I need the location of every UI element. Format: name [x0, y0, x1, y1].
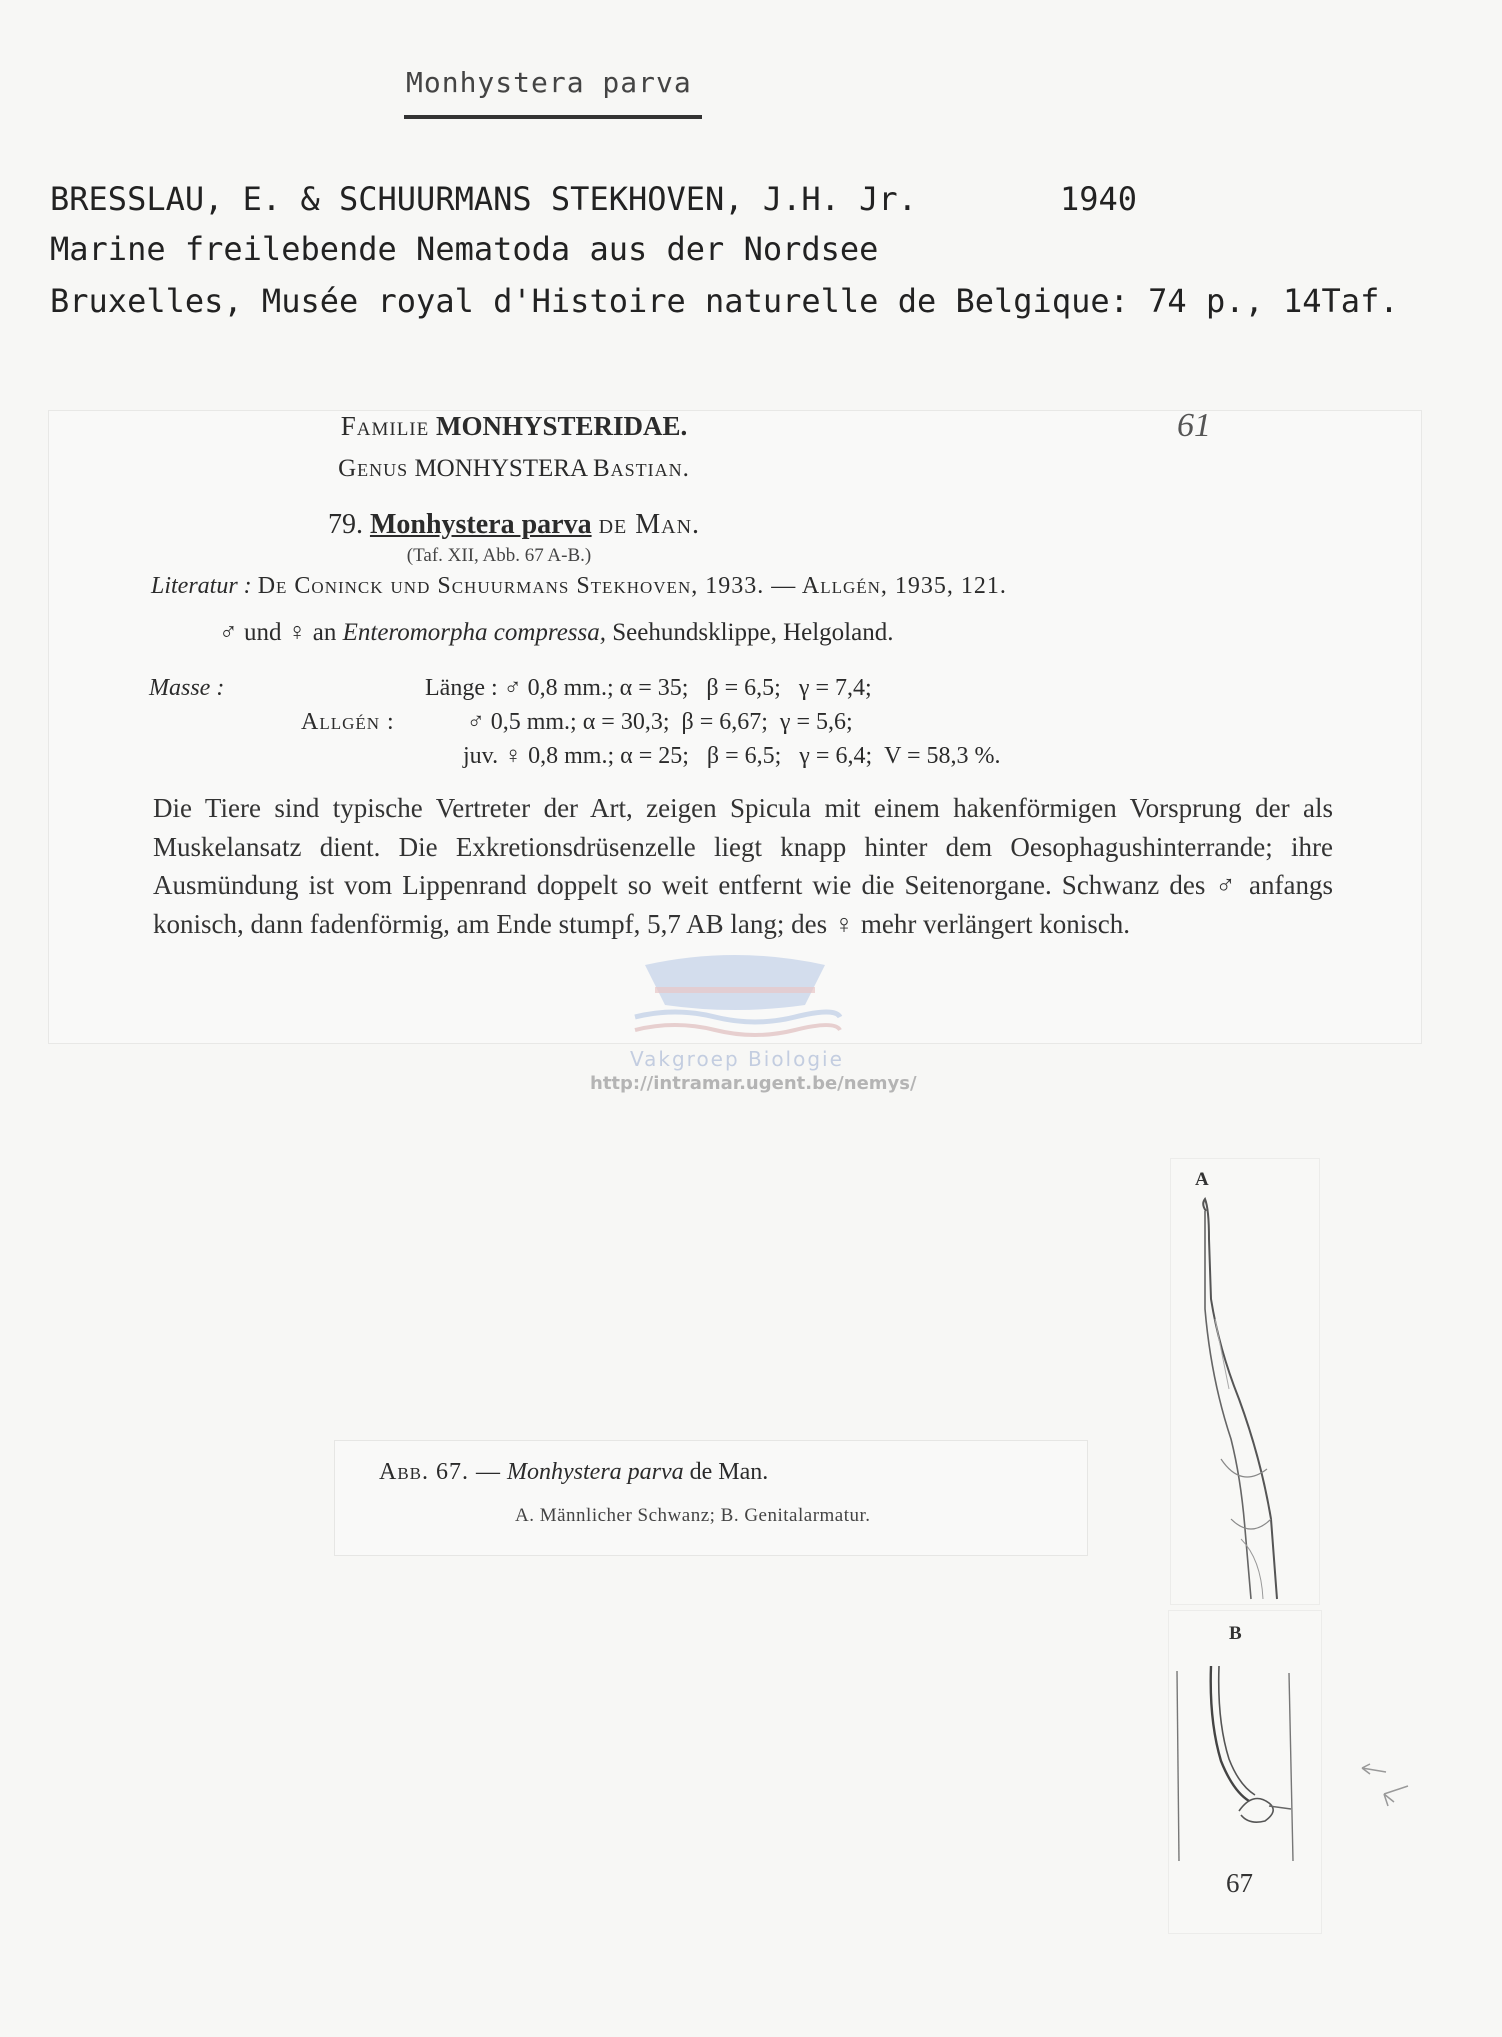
reference-title: Marine freilebende Nematoda aus der Nordsee: [50, 230, 879, 268]
literatur-line: [151, 573, 1007, 600]
pencil-arrow-icon: [1356, 1760, 1416, 1820]
species-line: [49, 509, 979, 541]
masse-row: [463, 743, 1001, 770]
species-name: Monhystera parva: [369, 509, 592, 540]
literatur-label: Literatur :: [151, 573, 252, 599]
figure-a-label: A: [1195, 1169, 1209, 1190]
caption-main: [379, 1459, 768, 1486]
masse-row: [425, 675, 872, 702]
masse-label: Masse :: [149, 675, 225, 701]
genus-author: Bastian.: [592, 455, 690, 482]
reference-publisher: Bruxelles, Musée royal d'Histoire naturelle de Belgique: 74 p., 14Taf.: [50, 282, 1399, 320]
watermark-name: Vakgroep Biologie: [630, 1047, 844, 1071]
habitat-line: [219, 619, 893, 647]
masse-row-label: juv.: [463, 743, 499, 769]
family-line: [49, 411, 979, 442]
species-author: de Man.: [598, 509, 701, 540]
taf-reference: (Taf. XII, Abb. 67 A-B.): [406, 545, 592, 566]
caption-species: Monhystera parva: [507, 1459, 684, 1485]
species-number: 79.: [327, 509, 363, 540]
figure-a-male-tail: [1170, 1158, 1320, 1605]
caption-prefix: Abb. 67. —: [379, 1459, 502, 1485]
genus-label: Genus: [338, 455, 409, 482]
genus-line: [49, 455, 979, 483]
card-title-underline: [404, 115, 702, 119]
masse-row: [301, 709, 853, 736]
watermark: [560, 935, 917, 1105]
page-number: 61: [1177, 407, 1211, 444]
figure-b-label: B: [1229, 1623, 1242, 1644]
male-tail-drawing: [1171, 1159, 1319, 1604]
reference-year: 1940: [1060, 180, 1138, 218]
genus-name: MONHYSTERA: [414, 455, 587, 482]
masse-row-label: Länge :: [425, 675, 498, 701]
watermark-ship-icon: [625, 935, 845, 1045]
figure-number: 67: [1226, 1868, 1253, 1898]
habitat-locality: Seehundsklippe, Helgoland.: [612, 619, 894, 646]
literatur-text: De Coninck und Schuurmans Stekhoven, 1933. — Allgén, 1935, 121.: [257, 573, 1007, 599]
masse-row-values: ♂ 0,5 mm.; α = 30,3; β = 6,67; γ = 5,6;: [466, 709, 853, 735]
masse-row-label: Allgén :: [301, 709, 395, 735]
reference-authors: BRESSLAU, E. & SCHUURMANS STEKHOVEN, J.H. Jr.: [50, 180, 917, 218]
masse-row-values: ♂ 0,8 mm.; α = 35; β = 6,5; γ = 7,4;: [503, 675, 872, 701]
family-label: Familie: [340, 411, 430, 441]
habitat-host: Enteromorpha compressa,: [342, 619, 607, 646]
caption-subtitle: A. Männlicher Schwanz; B. Genitalarmatur.: [515, 1505, 871, 1526]
card-title: Monhystera parva: [406, 66, 692, 99]
family-name: MONHYSTERIDAE.: [435, 411, 688, 441]
masse-row-values: ♀ 0,8 mm.; α = 25; β = 6,5; γ = 6,4; V = 58,3 %.: [504, 743, 1001, 769]
habitat-prefix: ♂ und ♀ an: [219, 619, 337, 646]
figure-caption: [334, 1440, 1088, 1556]
caption-author: de Man.: [689, 1459, 769, 1485]
watermark-url: http://intramar.ugent.be/nemys/: [590, 1073, 917, 1094]
description-paragraph: Die Tiere sind typische Vertreter der Art, zeigen Spicula mit einem hakenförmigen Vorsprung der als Muskelansatz dient. Die Exkretionsdrüsenzelle liegt knapp hinter dem Oesophagushinterrande; ihre Ausmündung ist vom Lippenrand doppelt so weit entfernt wie die Seitenorgane. Schwanz des ♂ anfangs konisch, dann fadenförmig, am Ende stumpf, 5,7 AB lang; des ♀ mehr verlängert konisch.: [153, 793, 1333, 939]
